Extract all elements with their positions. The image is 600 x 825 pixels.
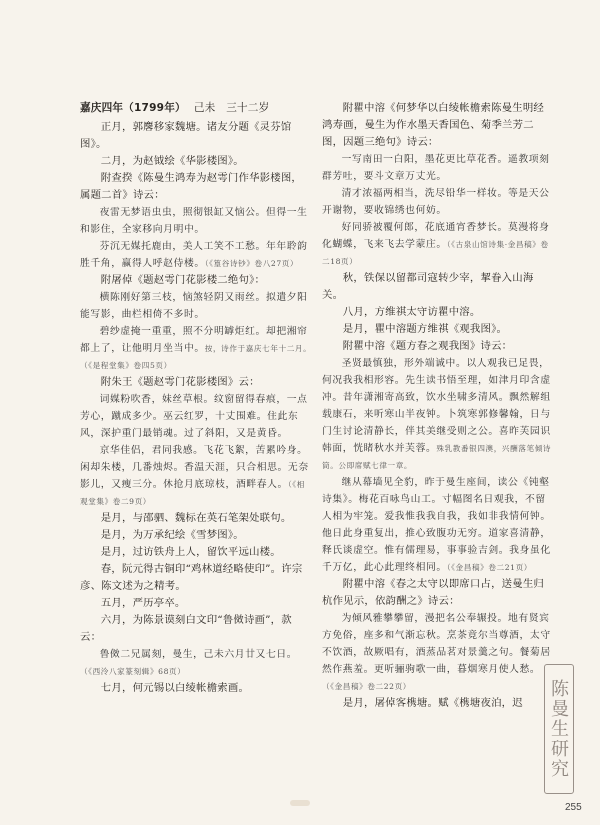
- paragraph-text: 六月，为陈景谟刻白文印“鲁傚诗画”，款云：: [80, 614, 292, 643]
- verse-block: [322, 151, 554, 185]
- verse-block: [80, 289, 312, 323]
- paragraph: [80, 510, 312, 527]
- verse-text: 清才浓福两相当，洗尽铅华一样妆。等是天公开谢物，要收锦绣也何妨。: [322, 188, 550, 216]
- source-citation: 殊乳教番银四澳，兴酬落笔倾诗筒。公即席赋七律一章。: [322, 444, 552, 470]
- verse-text: 为倾风雅攀攀留，漫把名公奉辗投。地有贤宾方免俗，座多和气渐忘秋。烹茶竟尔当尊酒，太守不饮酒，故厥唱有，酒蒸品茗对景羹之句。餐菊居然作燕羞。更听骊驹歌一曲，暮烟寒月使人愁。: [322, 613, 551, 675]
- paragraph: [80, 595, 312, 612]
- paragraph-text: 附朱王《题赵雩门花影楼图》云：: [100, 376, 260, 388]
- paragraph: [80, 680, 312, 697]
- verse-block: [80, 323, 312, 374]
- paragraph-text: 是月，瞿中溶题方维祺《观我图》。: [342, 323, 508, 335]
- verse-text: 芬沉无媒托鹿由，美人工笑不工愁。年年聆韵胜千角，赢得人呼赵侍楼。: [80, 241, 308, 269]
- seal-stamp: 陈曼生研究: [544, 664, 574, 794]
- verse-block: [80, 391, 312, 442]
- paragraph-text: 附屠倬《题赵雩门花影楼二绝句》：: [100, 274, 266, 286]
- page-number: 255: [565, 802, 582, 813]
- paragraph: [80, 561, 312, 595]
- verse-block: [80, 442, 312, 510]
- verse-block: [80, 646, 312, 680]
- verse-block: [80, 204, 312, 238]
- source-citation: （《古泉山馆诗集·金昌稿》卷二18页）: [322, 240, 549, 266]
- verse-text: 继从幕墙见全豹，昨于曼生座间，读公《钝壑诗集》。梅花百咏鸟山工。寸幅图名日观我，不留人相为牢笼。爱我惟我我自我，我如非我情何钟。他日此身重复出，推心致腹功无穷。道家喜清静，释氏谈虚空。惟有儒理易，事事验吉剑。我身虽化千万亿，此心此理终相同。: [322, 477, 551, 573]
- source-citation: 按，诗作于嘉庆七年十二月。（《是程堂集》卷四5页）: [80, 344, 312, 370]
- verse-block: [322, 610, 554, 695]
- verse-block: [80, 238, 312, 272]
- paragraph: [80, 272, 312, 289]
- source-citation: （《西泠八家篆刻辑》68页）: [80, 667, 186, 676]
- paragraph-text: 是月，与邵驷、魏标在英石笔架处联句。: [100, 512, 292, 524]
- verse-text: 词媒粉吹香，妹丝草根。纹窗留得春痕，一点芳心，蹴成多少。巫云红罗，十丈围难。住此东风，深护重门最销魂。过了斜阳，又是黄昏。: [80, 394, 308, 439]
- source-citation: （《篁谷诗钞》卷八27页）: [204, 259, 299, 268]
- paragraph-text: 附瞿中溶《何梦华以白绫帐檐索陈曼生明经鸿寿画，曼生为作水墨天香国色、菊季兰芳二图，因题三绝句》诗云：: [322, 102, 545, 148]
- verse-text: 碧纱虚掩一重重，照不分明罅炬红。却把湘帘都上了，让他明月坐当中。: [80, 326, 308, 354]
- paragraph-text: 五月，严历亭卒。: [100, 597, 186, 609]
- right-column-body: [322, 100, 554, 712]
- paragraph: [80, 527, 312, 544]
- paragraph-text: 秋，铁保以留都司寇转少宰，挈眷入山海关。: [322, 272, 534, 301]
- paragraph: [80, 544, 312, 561]
- paragraph: [322, 338, 554, 355]
- paragraph-text: 春，阮元得古铜印“鸡林道经略使印”。许宗彦、陈文述为之精考。: [80, 563, 303, 592]
- right-column: [322, 100, 554, 712]
- paragraph-text: 二月，为赵钺绘《华影楼图》。: [100, 155, 244, 167]
- paragraph: [322, 321, 554, 338]
- paragraph: [80, 170, 312, 204]
- verse-text: 一写南田一白阳，墨花更比草花香。遥教项刻群芳吐，要斗文章万丈光。: [322, 154, 550, 182]
- source-citation: （《相观堂集》卷二9页）: [80, 480, 305, 506]
- paragraph: [322, 304, 554, 321]
- verse-text: 夜雷无梦语虫虫，照彻银缸又恼公。但得一生和影住，全家移向月明中。: [80, 207, 308, 235]
- paragraph-text: 七月，何元锡以白绫帐檐索画。: [100, 682, 250, 694]
- paragraph: [80, 374, 312, 391]
- verse-text: 京华佳侣，君同我感。飞花飞絮，苦累吟身。闲却朱楼，几番烛烬。香温天涯，只合相思。无奈影儿，又瘦三分。休抢月底琼枝，酒畔春人。: [80, 445, 309, 490]
- paragraph: [322, 270, 554, 304]
- paragraph: [322, 576, 554, 610]
- paragraph-text: 附瞿中溶《题方春之观我图》诗云：: [342, 340, 513, 352]
- paragraph-text: 是月，屠倬客槜塘。赋《槜塘夜泊，迟: [342, 697, 523, 709]
- year-heading: [80, 100, 312, 117]
- paragraph-text: 附查揆《陈曼生鸿寿为赵雩门作华影楼图，属题二首》诗云：: [80, 172, 303, 201]
- verse-block: [322, 474, 554, 576]
- verse-text: 圣贤最慎独，形外端诚中。以人观我已足畏，何况我我相形容。先生读书悟至理，如津月印含虚冲。昔年潇湘寄高致，饮水坐啸多清风。飘然解组载康石，来听寒山半夜钟。卜筑寒郭修馨翰，日与门生讨论清静长，伴其美继受则之公。喜昨芙园识韩面，恍睹秋水并芙蓉。: [322, 358, 551, 454]
- verse-block: [322, 219, 554, 270]
- paragraph: [80, 119, 312, 153]
- paragraph-text: 八月，方维祺太守访瞿中溶。: [342, 306, 481, 318]
- paragraph: [322, 100, 554, 151]
- paragraph: [322, 695, 554, 712]
- paragraph-text: 正月，郭麐移家魏塘。诸友分题《灵芬馆图》。: [80, 121, 292, 150]
- left-column: [80, 100, 312, 697]
- year-title: 嘉庆四年（1799年）: [80, 102, 186, 114]
- paragraph-text: 是月，过访铁舟上人，留饮平远山楼。: [100, 546, 281, 558]
- source-citation: （《金昌稿》卷二21页）: [446, 563, 532, 572]
- page-mark: [290, 800, 310, 806]
- paragraph-text: 是月，为万承纪绘《雪梦图》。: [100, 529, 244, 541]
- verse-block: [322, 355, 554, 474]
- paragraph-text: 附瞿中溶《春之太守以即席口占，送曼生归杭作见示，依韵酬之》诗云：: [322, 578, 545, 607]
- verse-text: 鲁傚二兄属刻，曼生，己未六月廿又七日。: [99, 649, 298, 660]
- verse-text: 好同骄被覆何郎，花底通宵香梦长。莫漫将身化蝴蝶，飞来飞去学蒙庄。: [322, 222, 550, 250]
- source-citation: （《金昌稿》卷二22页）: [322, 682, 411, 691]
- year-extra: 己未 三十二岁: [193, 102, 270, 114]
- left-column-body: [80, 119, 312, 697]
- paragraph: [80, 612, 312, 646]
- verse-block: [322, 185, 554, 219]
- verse-text: 横陈刚好第三枝，恼煞轻阴又雨丝。拟遣夕阳能写影，曲栏相倚不多时。: [80, 292, 308, 320]
- paragraph: [80, 153, 312, 170]
